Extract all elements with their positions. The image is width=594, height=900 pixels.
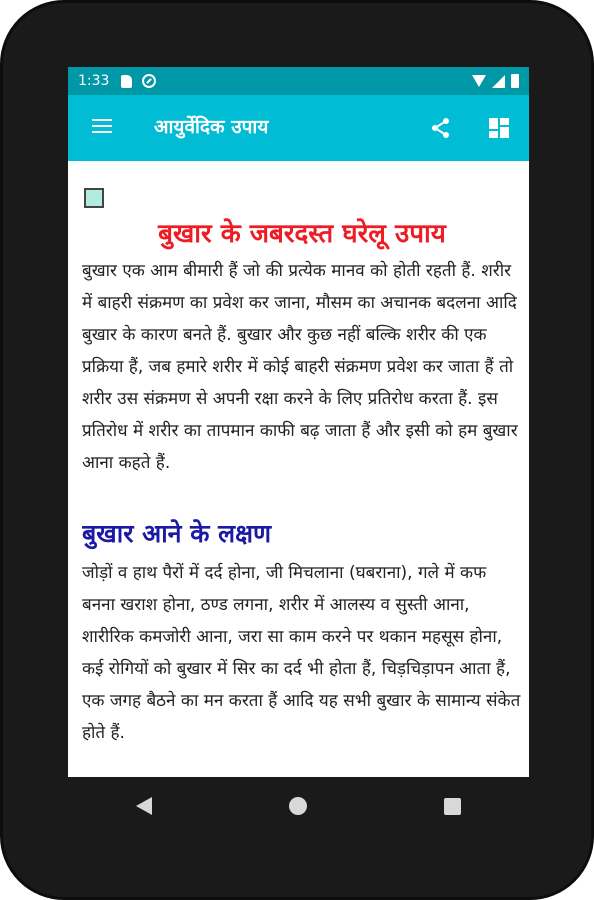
wifi-icon bbox=[472, 75, 486, 87]
dashboard-icon[interactable] bbox=[487, 116, 511, 140]
status-time: 1:33 bbox=[78, 73, 110, 89]
sync-icon bbox=[142, 74, 156, 88]
navigation-bar bbox=[68, 777, 529, 835]
article-intro: बुखार एक आम बीमारी हैं जो की प्रत्येक मानव को होती रहती हैं. शरीर में बाहरी संक्रमण का प्रवेश कर जाना, मौसम का अचानक बदलना आदि बुखार के कारण बनते हैं. बुखार और कुछ नहीं बल्कि शरीर की एक प्रक्रिया हैं, जब हमारे शरीर में कोई बाहरी संक्रमण प्रवेश कर जाता हैं तो शरीर उस संक्रमण से अपनी रक्षा करने के लिए प्रतिरोध करता हैं. इस प्रतिरोध में शरीर का तापमान काफी बढ़ जाता हैं और इसी को हम बुखार आना कहते हैं. bbox=[82, 261, 518, 473]
article-title: बुखार के जबरदस्त घरेलू उपाय bbox=[158, 219, 446, 249]
status-right-group bbox=[472, 74, 519, 88]
back-icon[interactable] bbox=[136, 797, 152, 815]
status-bar bbox=[68, 67, 529, 95]
share-icon[interactable] bbox=[430, 117, 452, 139]
menu-icon[interactable] bbox=[92, 119, 112, 135]
section-text: जोड़ों व हाथ पैरों में दर्द होना, जी मिचलाना (घबराना), गले में कफ बनना खराश होना, ठण्ड लगना, शरीर में आलस्य व सुस्ती आना, शारीरिक कमजोरी आना, जरा सा काम करने पर थकान महसूस होना, कई रोगियों को बुखार में सिर का दर्द भी होता हैं, चिड़चिड़ापन आता हैं, एक जगह बैठने का मन करता हैं आदि यह सभी बुखार के सामान्य संकेत होते हैं. bbox=[82, 563, 521, 743]
app-title: आयुर्वेदिक उपाय bbox=[154, 116, 269, 138]
battery-icon bbox=[511, 74, 519, 88]
screen bbox=[68, 67, 529, 777]
checkbox[interactable] bbox=[84, 188, 104, 208]
sd-card-icon bbox=[121, 75, 132, 88]
recents-icon[interactable] bbox=[444, 798, 461, 815]
home-icon[interactable] bbox=[289, 797, 307, 815]
app-bar bbox=[68, 95, 529, 161]
section-heading: बुखार आने के लक्षण bbox=[82, 519, 272, 548]
signal-icon bbox=[492, 75, 505, 88]
article-content bbox=[82, 161, 522, 777]
